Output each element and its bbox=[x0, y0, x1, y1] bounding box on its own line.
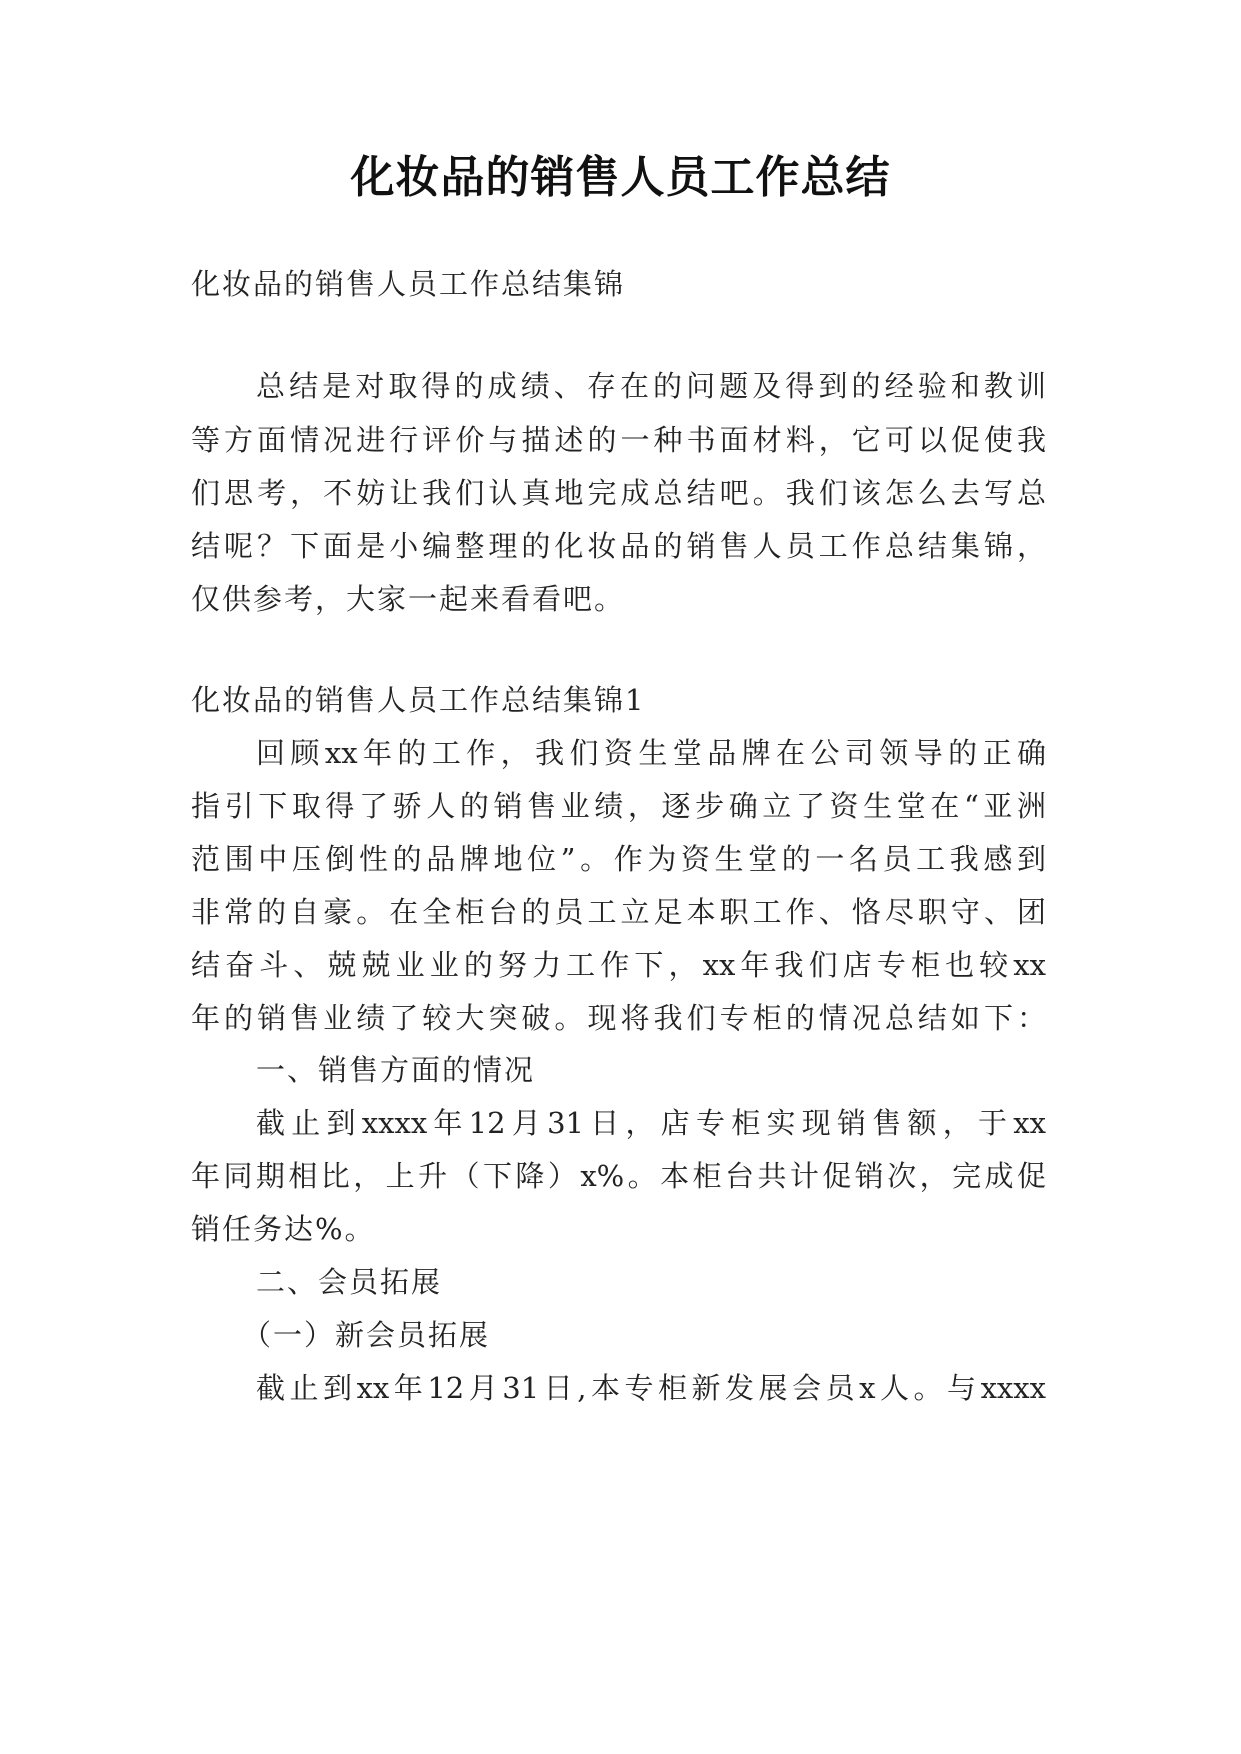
sales-line-3: 销任务达%。 bbox=[191, 1212, 376, 1246]
intro-line-4: 结呢？下面是小编整理的化妆品的销售人员工作总结集锦， bbox=[191, 529, 1046, 563]
document-title: 化妆品的销售人员工作总结 bbox=[350, 152, 891, 203]
review-line-2: 指引下取得了骄人的销售业绩，逐步确立了资生堂在“亚洲 bbox=[191, 789, 1046, 823]
heading-sales: 一、销售方面的情况 bbox=[256, 1053, 536, 1087]
sales-line-1: 截止到xxxx年12月31日，店专柜实现销售额，于xx bbox=[256, 1106, 1046, 1140]
review-line-1: 回顾xx年的工作，我们资生堂品牌在公司领导的正确 bbox=[256, 736, 1046, 770]
intro-line-5: 仅供参考，大家一起来看看吧。 bbox=[191, 582, 626, 616]
section-title: 化妆品的销售人员工作总结集锦1 bbox=[191, 683, 646, 717]
members-line-1: 截止到xx年12月31日,本专柜新发展会员x人。与xxxx bbox=[256, 1371, 1046, 1405]
sales-line-2: 年同期相比，上升（下降）x%。本柜台共计促销次，完成促 bbox=[191, 1159, 1046, 1193]
review-line-3: 范围中压倒性的品牌地位”。作为资生堂的一名员工我感到 bbox=[191, 842, 1046, 876]
review-line-5: 结奋斗、兢兢业业的努力工作下，xx年我们店专柜也较xx bbox=[191, 948, 1046, 982]
review-line-6: 年的销售业绩了较大突破。现将我们专柜的情况总结如下： bbox=[191, 1001, 1046, 1035]
intro-line-2: 等方面情况进行评价与描述的一种书面材料，它可以促使我 bbox=[191, 423, 1046, 457]
intro-line-1: 总结是对取得的成绩、存在的问题及得到的经验和教训 bbox=[256, 369, 1046, 403]
subtitle: 化妆品的销售人员工作总结集锦 bbox=[191, 267, 626, 301]
review-line-4: 非常的自豪。在全柜台的员工立足本职工作、恪尽职守、团 bbox=[191, 895, 1046, 929]
intro-line-3: 们思考，不妨让我们认真地完成总结吧。我们该怎么去写总 bbox=[191, 476, 1046, 510]
heading-members: 二、会员拓展 bbox=[256, 1265, 443, 1299]
heading-new-members: （一）新会员拓展 bbox=[242, 1318, 491, 1352]
